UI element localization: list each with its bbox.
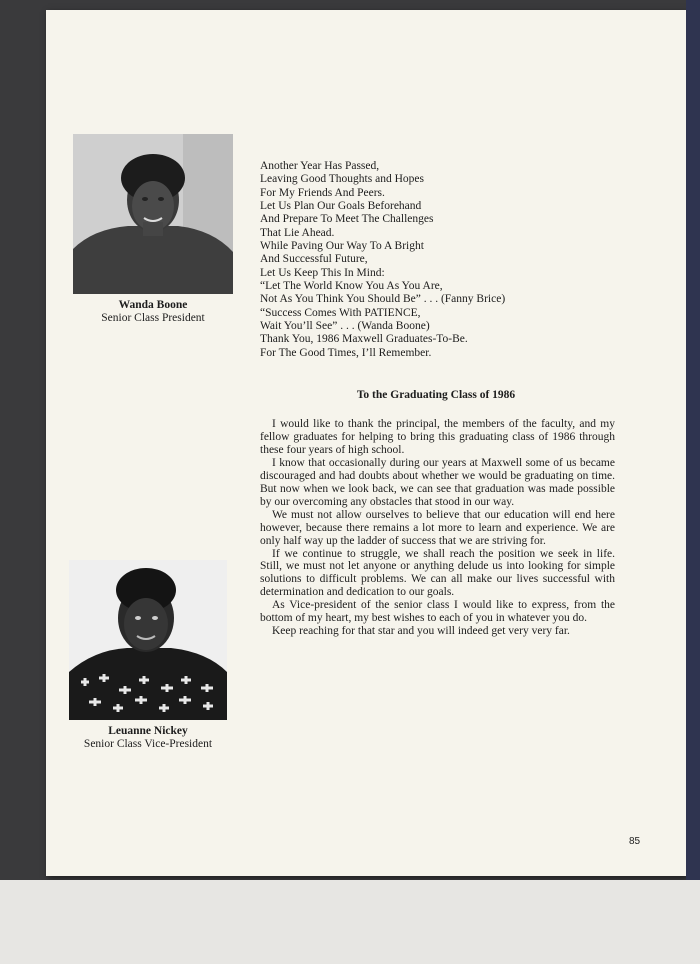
poem-line: Not As You Think You Should Be” . . . (Fanny Brice) [260, 293, 506, 306]
poem-line: Wait You’ll See” . . . (Wanda Boone) [260, 320, 430, 333]
poem-line: For The Good Times, I’ll Remember. [260, 346, 432, 359]
letter-paragraph: Keep reaching for that star and you will indeed get very very far. [272, 625, 570, 638]
letter-paragraph: I know that occasionally during our years at Maxwell some of us became discouraged and had doubts about whether we would be graduating on time. But now when we look back, we can see that graduation was made possible by our overcoming any obstacles that stood in our way. [260, 456, 615, 508]
vice-president-name: Leuanne Nickey [108, 725, 188, 737]
book-cover-edge [686, 0, 700, 880]
poem-line: Let Us Plan Our Goals Beforehand [260, 200, 422, 213]
letter-body [260, 418, 615, 638]
letter-paragraph: If we continue to struggle, we shall reach the position we seek in life. Still, we must not let anyone or anything delude us into looking for simple solutions to difficult problems. We can all make our lives successful with determination and dedication to our goals. [260, 547, 615, 599]
poem-line: Another Year Has Passed, [260, 160, 380, 172]
vice-president-title: Senior Class Vice-President [83, 738, 213, 750]
page-number: 85 [629, 836, 641, 847]
president-caption [63, 299, 243, 325]
poem-line: And Prepare To Meet The Challenges [260, 213, 434, 226]
poem-line: And Successful Future, [260, 253, 368, 266]
vice-president-photo [69, 560, 227, 720]
letter-title: To the Graduating Class of 1986 [356, 389, 516, 401]
letter-paragraph: We must not allow ourselves to believe that our education will end here however, because there remains a lot more to learn and experience. We are only half way up the ladder of success that we are striving for. [260, 508, 615, 547]
letter-paragraph: As Vice-president of the senior class I would like to express, from the bottom of my heart, my best wishes to each of you in whatever you do. [260, 599, 615, 625]
vice-president-caption [58, 725, 238, 751]
poem-line: Thank You, 1986 Maxwell Graduates-To-Be. [260, 333, 468, 346]
poem-line: While Paving Our Way To A Bright [260, 240, 424, 253]
poem [260, 160, 590, 360]
poem-line: “Let The World Know You As You Are, [260, 280, 443, 293]
poem-line: That Lie Ahead. [260, 226, 335, 239]
president-name: Wanda Boone [118, 299, 188, 311]
poem-line: For My Friends And Peers. [260, 186, 385, 199]
poem-line: “Success Comes With PATIENCE, [260, 306, 421, 319]
letter-paragraph: I would like to thank the principal, the members of the faculty, and my fellow graduates for helping to bring this graduating class of 1986 through these four years of high school. [260, 418, 615, 456]
scan-background [0, 880, 700, 964]
poem-line: Leaving Good Thoughts and Hopes [260, 173, 424, 186]
poem-line: Let Us Keep This In Mind: [260, 266, 385, 279]
president-title: Senior Class President [101, 312, 205, 324]
president-photo [73, 134, 233, 294]
